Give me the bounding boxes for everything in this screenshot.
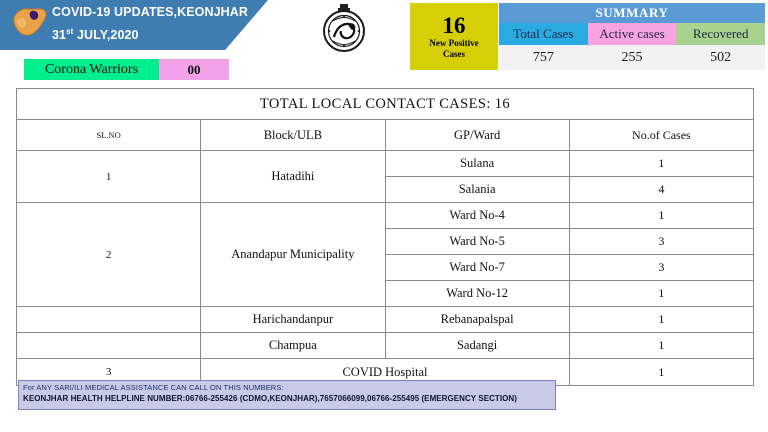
cell-gp: Sulana (385, 151, 569, 177)
helpline-numbers: KEONJHAR HEALTH HELPLINE NUMBER:06766-255426 (CDMO,KEONJHAR),7657066099,06766-255495 (EMERGENCY SECTION) (23, 394, 517, 403)
corona-warriors-value: 00 (159, 59, 229, 80)
table-row (17, 333, 754, 359)
summary-header-row (499, 23, 765, 45)
cell-cases: 3 (569, 255, 753, 281)
corona-warriors-row (24, 59, 229, 80)
cell-gp: Salania (385, 177, 569, 203)
cell-block: COVID Hospital (201, 359, 570, 386)
banner-date-rest: JULY,2020 (73, 28, 139, 43)
banner-date-day: 31 (52, 28, 67, 43)
government-seal-icon (318, 3, 370, 53)
banner-title-block (52, 3, 248, 45)
cell-block: Harichandanpur (201, 307, 385, 333)
cell-cases: 3 (569, 229, 753, 255)
corona-warriors-label: Corona Warriors (24, 59, 159, 80)
cell-gp: Ward No-4 (385, 203, 569, 229)
summary-value-active-cases: 255 (621, 49, 643, 65)
cell-cases: 1 (569, 151, 753, 177)
cell-cases: 1 (569, 307, 753, 333)
cell-block: Champua (201, 333, 385, 359)
cell-gp: Rebanapalspal (385, 307, 569, 333)
cell-block: Anandapur Municipality (201, 203, 385, 307)
cell-cases: 1 (569, 281, 753, 307)
helpline-footer (18, 380, 556, 410)
new-positive-label: New Positive Cases (429, 37, 479, 59)
cell-slno (17, 307, 201, 333)
cell-slno (17, 333, 201, 359)
new-positive-count: 16 (442, 12, 466, 38)
summary-value-recovered: 502 (710, 49, 732, 65)
cell-cases: 1 (569, 203, 753, 229)
column-header-slno: SL.NO (17, 120, 201, 151)
summary-value-row (499, 45, 765, 70)
cell-cases: 1 (569, 333, 753, 359)
table-row (17, 151, 754, 177)
cell-cases: 1 (569, 359, 753, 386)
summary-header-active-cases: Active cases (588, 23, 677, 45)
cell-gp: Ward No-7 (385, 255, 569, 281)
table-row (17, 307, 754, 333)
table-header-row (17, 120, 754, 151)
cell-gp: Ward No-12 (385, 281, 569, 307)
column-header-block: Block/ULB (201, 120, 385, 151)
summary-header-recovered: Recovered (676, 23, 765, 45)
local-contact-cases-table (16, 88, 754, 386)
cell-gp: Sadangi (385, 333, 569, 359)
summary-value-total-cases: 757 (532, 49, 554, 65)
table-row (17, 203, 754, 229)
district-map-icon (8, 4, 52, 40)
helpline-note: For ANY SARI/ILI MEDICAL ASSISTANCE CAN CALL ON THIS NUMBERS: (23, 383, 284, 392)
local-contact-cases-table-wrap (16, 88, 754, 386)
cell-slno: 1 (17, 151, 201, 203)
summary-title: SUMMARY (499, 3, 765, 23)
cell-slno: 3 (17, 359, 201, 386)
banner-date (52, 22, 248, 45)
column-header-gp: GP/Ward (385, 120, 569, 151)
table-title-row (17, 89, 754, 120)
cell-gp: Ward No-5 (385, 229, 569, 255)
cell-cases: 4 (569, 177, 753, 203)
summary-header-total-cases: Total Cases (499, 23, 588, 45)
new-positive-cases-box (410, 3, 498, 70)
cell-block: Hatadihi (201, 151, 385, 203)
cell-slno: 2 (17, 203, 201, 307)
table-title: TOTAL LOCAL CONTACT CASES: 16 (17, 89, 754, 120)
column-header-cases: No.of Cases (569, 120, 753, 151)
banner-title: COVID-19 UPDATES,KEONJHAR (52, 5, 249, 19)
banner-date-suffix: st (66, 27, 74, 36)
summary-panel (499, 3, 765, 70)
